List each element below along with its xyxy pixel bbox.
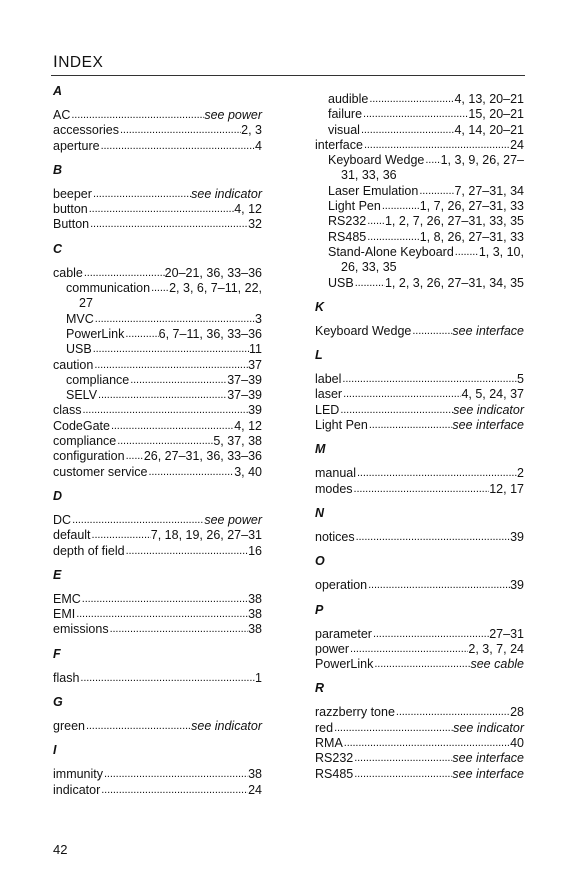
see-reference: see power: [204, 108, 262, 122]
leader-dots: [333, 721, 453, 736]
entry-pages: 38: [248, 622, 262, 637]
leader-dots: [366, 230, 420, 245]
entry-pages-continued: 31, 33, 36: [341, 168, 397, 183]
entry-pages: 3: [255, 311, 262, 326]
entry-term: notices: [315, 529, 355, 544]
index-entry: [315, 751, 524, 766]
section-spacer: [53, 233, 262, 242]
index-entry: [53, 513, 262, 528]
index-entry: [53, 312, 262, 327]
index-entry: [315, 153, 524, 184]
leader-dots: [97, 388, 227, 403]
entry-term: AC: [53, 108, 71, 122]
index-entry: [53, 783, 262, 798]
leader-dots: [88, 202, 234, 217]
leader-dots: [360, 123, 455, 138]
leader-dots: [94, 312, 255, 327]
entry-term: DC: [53, 512, 72, 527]
index-entry: [315, 403, 524, 418]
leader-dots: [116, 434, 213, 449]
index-entry: [315, 387, 524, 402]
leader-dots: [119, 123, 241, 138]
section-letter: G: [53, 695, 63, 710]
index-entry: [315, 230, 524, 245]
index-entry: [315, 657, 524, 672]
entry-term: depth of field: [53, 543, 125, 558]
entry-pages: 4, 5, 24, 37: [461, 387, 524, 402]
entry-pages: 4, 13, 20–21: [454, 92, 524, 106]
section-spacer: [53, 734, 262, 743]
entry-term: interface: [315, 137, 363, 152]
entry-pages: 4, 12: [234, 418, 262, 433]
leader-dots: [381, 199, 420, 214]
leader-dots: [353, 767, 452, 782]
letter-spacer: [53, 99, 262, 108]
entry-term: label: [315, 372, 342, 387]
index-entry: [315, 92, 524, 107]
index-entry: [53, 719, 262, 734]
entry-pages: 2, 3, 7, 24: [468, 641, 524, 656]
letter-spacer: [315, 315, 524, 324]
section-spacer: [53, 480, 262, 489]
entry-term: operation: [315, 578, 368, 593]
entry-pages: 2, 3, 6, 7–11, 22,: [169, 281, 262, 296]
entry-pages: 12, 17: [489, 481, 524, 496]
entry-term: caution: [53, 357, 94, 372]
index-entry: [53, 187, 262, 202]
entry-pages: 4: [255, 138, 262, 153]
entry-term: Button: [53, 217, 90, 232]
entry-term: power: [315, 641, 350, 656]
section-letter: P: [315, 602, 324, 617]
index-entry: [53, 622, 262, 637]
entry-term: beeper: [53, 186, 92, 201]
section-letter: O: [315, 554, 325, 569]
section-letter: R: [315, 681, 325, 696]
index-entry: [53, 281, 262, 312]
entry-pages: 32: [248, 217, 262, 232]
index-entry: [315, 736, 524, 751]
index-column-left: [53, 84, 262, 798]
section-letter: D: [53, 488, 63, 503]
index-entry-line: [328, 153, 524, 168]
section-letter: B: [53, 162, 63, 177]
index-entry: [315, 418, 524, 433]
index-entry: [315, 530, 524, 545]
entry-pages: 20–21, 36, 33–36: [164, 265, 262, 280]
entry-term: MVC: [66, 311, 94, 326]
index-entry: [53, 358, 262, 373]
entry-pages: 39: [248, 403, 262, 418]
leader-dots: [71, 513, 204, 528]
index-entry: [53, 592, 262, 607]
leader-dots: [342, 387, 461, 402]
see-reference: see indicator: [191, 186, 262, 201]
entry-pages-continued: 26, 33, 35: [341, 260, 397, 275]
leader-dots: [89, 217, 248, 232]
see-reference: see indicator: [453, 402, 524, 417]
leader-dots: [70, 108, 204, 123]
leader-dots: [353, 751, 452, 766]
see-reference: see power: [204, 512, 262, 527]
entry-pages: 1, 2, 3, 26, 27–31, 34, 35: [384, 275, 524, 290]
entry-term: razzberry tone: [315, 705, 395, 720]
leader-dots: [92, 342, 249, 357]
see-reference: see indicator: [191, 719, 262, 734]
index-entry: [315, 767, 524, 782]
letter-spacer: [315, 457, 524, 466]
see-reference: see interface: [452, 323, 524, 338]
leader-dots: [92, 187, 191, 202]
letter-spacer: [53, 504, 262, 513]
entry-term: button: [53, 202, 88, 217]
entry-pages: 16: [248, 543, 262, 558]
entry-term: Laser Emulation: [328, 183, 419, 198]
entry-term: RS232: [315, 751, 354, 766]
entry-pages: 39: [510, 578, 524, 593]
index-entry: [315, 199, 524, 214]
index-entry: [53, 108, 262, 123]
entry-term: customer service: [53, 464, 148, 479]
entry-term: visual: [328, 122, 360, 137]
leader-dots: [362, 107, 468, 122]
entry-pages: 1, 3, 9, 26, 27–: [440, 153, 524, 168]
letter-spacer: [53, 178, 262, 187]
index-entry: [315, 123, 524, 138]
entry-term: EMC: [53, 591, 81, 606]
index-entry: [53, 434, 262, 449]
leader-dots: [109, 622, 249, 637]
index-entry: [53, 465, 262, 480]
letter-spacer: [53, 758, 262, 767]
leader-dots: [103, 767, 248, 782]
index-entry: [53, 449, 262, 464]
index-column-right: [315, 84, 524, 782]
leader-dots: [355, 530, 510, 545]
leader-dots: [339, 403, 453, 418]
entry-pages: 1: [255, 670, 262, 685]
leader-dots: [147, 465, 234, 480]
index-entry: [315, 214, 524, 229]
leader-dots: [356, 466, 517, 481]
index-entry: [315, 372, 524, 387]
leader-dots: [368, 418, 453, 433]
section-letter: K: [315, 299, 325, 314]
section-letter: L: [315, 348, 323, 363]
index-entry: [53, 139, 262, 154]
leader-dots: [91, 528, 151, 543]
entry-term: RMA: [315, 736, 343, 751]
entry-pages: 39: [510, 529, 524, 544]
index-entry: [53, 217, 262, 232]
index-entry: [53, 327, 262, 342]
entry-pages: 1, 8, 26, 27–31, 33: [419, 229, 524, 244]
section-spacer: [315, 433, 524, 442]
leader-dots: [373, 657, 470, 672]
section-letter: N: [315, 505, 325, 520]
entry-pages: 4, 12: [234, 202, 262, 217]
leader-dots: [81, 592, 248, 607]
leader-dots: [368, 92, 454, 107]
letter-spacer: [315, 569, 524, 578]
section-spacer: [53, 686, 262, 695]
entry-term: red: [315, 720, 334, 735]
see-reference: see interface: [452, 418, 524, 433]
entry-term: manual: [315, 466, 356, 481]
entry-pages: 7, 18, 19, 26, 27–31: [150, 528, 262, 543]
page-number: 42: [53, 842, 68, 857]
entry-pages: 5: [517, 372, 524, 387]
section-spacer: [315, 672, 524, 681]
entry-term: PowerLink: [315, 657, 374, 672]
entry-term: USB: [66, 342, 92, 357]
index-entry: [315, 138, 524, 153]
entry-pages: 24: [248, 782, 262, 797]
entry-pages: 37–39: [227, 372, 262, 387]
leader-dots: [366, 214, 385, 229]
leader-dots: [124, 327, 158, 342]
entry-term: immunity: [53, 767, 104, 782]
entry-pages: 1, 2, 7, 26, 27–31, 33, 35: [384, 214, 524, 229]
index-entry: [53, 767, 262, 782]
leader-dots: [100, 139, 255, 154]
index-entry: [53, 528, 262, 543]
letter-spacer: [53, 257, 262, 266]
index-entry: [315, 482, 524, 497]
index-entry: [315, 627, 524, 642]
entry-term: SELV: [66, 388, 98, 403]
entry-pages: 27–31: [489, 626, 524, 641]
index-entry: [315, 184, 524, 199]
see-reference: see interface: [452, 751, 524, 766]
entry-pages: 4, 14, 20–21: [454, 122, 524, 137]
entry-term: Light Pen: [328, 199, 381, 214]
index-entry: [315, 324, 524, 339]
entry-term: communication: [66, 281, 151, 296]
entry-pages: 37: [248, 357, 262, 372]
entry-pages: 2, 3: [241, 123, 262, 138]
section-spacer: [315, 339, 524, 348]
leader-dots: [83, 266, 165, 281]
index-entry-line: [328, 245, 524, 260]
section-letter: E: [53, 567, 62, 582]
entry-term: aperture: [53, 138, 100, 153]
index-entry: [53, 266, 262, 281]
entry-term: RS232: [328, 214, 367, 229]
leader-dots: [85, 719, 191, 734]
leader-dots: [93, 358, 248, 373]
leader-dots: [372, 627, 489, 642]
entry-pages: 1, 3, 10,: [478, 244, 524, 259]
leader-dots: [395, 705, 510, 720]
index-entry: [315, 245, 524, 276]
letter-spacer: [315, 521, 524, 530]
entry-term: Stand-Alone Keyboard: [328, 244, 454, 259]
letter-spacer: [53, 583, 262, 592]
entry-term: EMI: [53, 607, 76, 622]
section-spacer: [315, 497, 524, 506]
leader-dots: [129, 373, 227, 388]
leader-dots: [75, 607, 248, 622]
entry-pages: 15, 20–21: [468, 107, 524, 122]
leader-dots: [125, 544, 249, 559]
see-reference: see cable: [470, 657, 524, 672]
entry-pages: 28: [510, 705, 524, 720]
entry-term: accessories: [53, 123, 119, 138]
entry-pages: 37–39: [227, 388, 262, 403]
entry-term: default: [53, 528, 91, 543]
entry-pages: 24: [510, 137, 524, 152]
entry-pages: 26, 27–31, 36, 33–36: [143, 449, 262, 464]
section-spacer: [315, 594, 524, 603]
entry-term: configuration: [53, 449, 125, 464]
leader-dots: [411, 324, 452, 339]
entry-term: Keyboard Wedge: [328, 153, 425, 168]
index-entry: [53, 419, 262, 434]
entry-term: flash: [53, 670, 80, 685]
leader-dots: [343, 736, 510, 751]
section-spacer: [315, 545, 524, 554]
leader-dots: [418, 184, 454, 199]
section-spacer: [53, 638, 262, 647]
leader-dots: [150, 281, 169, 296]
entry-term: CodeGate: [53, 418, 110, 433]
entry-term: compliance: [53, 434, 117, 449]
leader-dots: [81, 403, 248, 418]
section-spacer: [53, 559, 262, 568]
leader-dots: [363, 138, 510, 153]
entry-term: modes: [315, 481, 353, 496]
index-entry: [53, 373, 262, 388]
section-spacer: [315, 291, 524, 300]
letter-spacer: [315, 696, 524, 705]
entry-pages: 40: [510, 736, 524, 751]
entry-pages: 5, 37, 38: [213, 434, 262, 449]
leader-dots: [353, 482, 490, 497]
entry-term: cable: [53, 265, 83, 280]
leader-dots: [349, 642, 468, 657]
entry-term: class: [53, 403, 82, 418]
entry-term: Light Pen: [315, 418, 368, 433]
entry-term: indicator: [53, 782, 101, 797]
leader-dots: [79, 671, 255, 686]
entry-term: audible: [328, 92, 369, 106]
index-entry: [315, 276, 524, 291]
entry-term: compliance: [66, 372, 130, 387]
title-rest: NDEX: [58, 54, 104, 71]
continued-entries: [315, 92, 524, 291]
letter-spacer: [53, 710, 262, 719]
letter-spacer: [53, 662, 262, 671]
entry-pages-continued: 27: [79, 296, 93, 311]
section-letter: C: [53, 241, 63, 256]
entry-pages: 38: [248, 607, 262, 622]
index-entry: [53, 671, 262, 686]
letter-spacer: [315, 363, 524, 372]
index-entry: [53, 342, 262, 357]
entry-term: Keyboard Wedge: [315, 323, 412, 338]
section-spacer: [53, 154, 262, 163]
index-entry: [315, 705, 524, 720]
index-entry: [53, 202, 262, 217]
index-entry: [53, 607, 262, 622]
letter-spacer: [315, 618, 524, 627]
index-entry: [53, 388, 262, 403]
entry-term: emissions: [53, 622, 109, 637]
entry-term: USB: [328, 275, 354, 290]
leader-dots: [454, 245, 479, 260]
entry-pages: 3, 40: [234, 464, 262, 479]
entry-pages: 7, 27–31, 34: [454, 183, 524, 198]
index-entry: [53, 403, 262, 418]
entry-pages: 38: [248, 591, 262, 606]
index-entry: [315, 466, 524, 481]
title-rule: [51, 75, 525, 76]
index-entry: [315, 642, 524, 657]
section-letter: F: [53, 646, 61, 661]
see-reference: see interface: [452, 766, 524, 781]
leader-dots: [341, 372, 517, 387]
leader-dots: [125, 449, 144, 464]
leader-dots: [424, 153, 440, 168]
entry-pages: 38: [248, 767, 262, 782]
section-letter: A: [53, 84, 63, 98]
entry-term: LED: [315, 402, 340, 417]
entry-term: PowerLink: [66, 326, 125, 341]
index-entry: [53, 123, 262, 138]
entry-term: parameter: [315, 626, 372, 641]
section-letter: M: [315, 442, 326, 457]
index-entry: [315, 721, 524, 736]
entry-pages: 2: [517, 466, 524, 481]
index-entry: [53, 544, 262, 559]
entry-pages: 11: [249, 342, 262, 357]
leader-dots: [110, 419, 234, 434]
entry-pages: 1, 7, 26, 27–31, 33: [419, 199, 524, 214]
leader-dots: [354, 276, 385, 291]
leader-dots: [100, 783, 248, 798]
entry-term: laser: [315, 387, 343, 402]
index-entry: [315, 578, 524, 593]
entry-term: RS485: [328, 229, 367, 244]
index-entry-line: [66, 281, 262, 296]
leader-dots: [367, 578, 510, 593]
index-entry: [315, 107, 524, 122]
entry-pages: 6, 7–11, 36, 33–36: [158, 326, 262, 341]
entry-term: failure: [328, 107, 363, 122]
entry-term: green: [53, 719, 85, 734]
entry-term: RS485: [315, 766, 354, 781]
title-initial: I: [53, 52, 59, 71]
index-title: [53, 52, 103, 72]
section-letter: I: [53, 743, 57, 758]
see-reference: see indicator: [453, 720, 524, 735]
